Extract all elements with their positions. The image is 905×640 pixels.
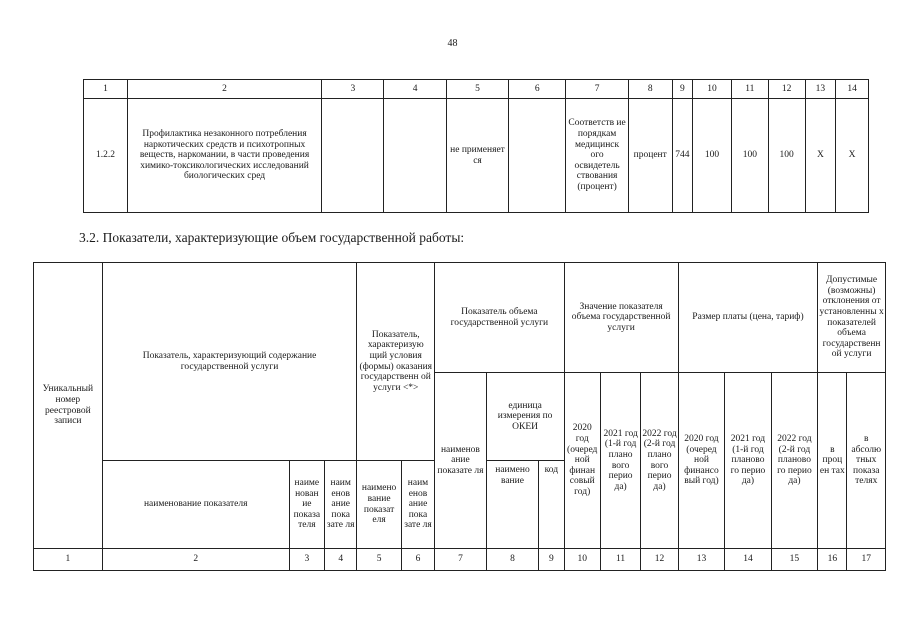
- table1-col-number: 11: [731, 80, 768, 99]
- indicators-quality-table: [83, 79, 869, 213]
- table2-col-number: 16: [818, 549, 847, 571]
- table1-col-number: 7: [566, 80, 628, 99]
- table2-col-number: 17: [847, 549, 886, 571]
- cell: [509, 99, 566, 213]
- value-2022: 100: [768, 99, 805, 213]
- table2-col-number: 5: [357, 549, 401, 571]
- volume-indicator-header: Показатель объема государственной услуги: [435, 263, 564, 373]
- table1-col-number: 8: [628, 80, 672, 99]
- deviation-header: Допустимые (возможны) отклонения от установленны х показателей объема государственн ой услуги: [818, 263, 886, 373]
- table2-col-number: 3: [289, 549, 324, 571]
- condition-name-header: наимено вание показат еля: [357, 461, 401, 549]
- okei-unit-header: единица измерения по ОКЕИ: [486, 373, 564, 461]
- condition-name-header: наим енов ание пока зате ля: [401, 461, 434, 549]
- page-number: 48: [447, 38, 458, 49]
- table2-number-row: [34, 549, 886, 571]
- unit-code: 744: [672, 99, 692, 213]
- table2-col-number: 4: [325, 549, 357, 571]
- value-2020-header: 2020 год (очеред ной финан совый год): [564, 373, 600, 549]
- deviation-percent: X: [805, 99, 836, 213]
- deviation-percent-header: в проц ен тах: [818, 373, 847, 549]
- table1-col-number: 5: [446, 80, 508, 99]
- volume-name-header: наименов ание показате ля: [435, 373, 487, 549]
- value-2022-header: 2022 год (2-й год плано вого перио да): [641, 373, 678, 549]
- table1-col-number: 13: [805, 80, 836, 99]
- fee-2021-header: 2021 год (1-й год планово го перио да): [725, 373, 771, 549]
- unit-name: процент: [628, 99, 672, 213]
- indicator-name: Соответств ие порядкам медицинск ого освидетель ствования (процент): [566, 99, 628, 213]
- okei-name-header: наимено вание: [486, 461, 539, 549]
- table1-col-number: 9: [672, 80, 692, 99]
- condition-indicator-header: Показатель, характеризую щий условия (формы) оказания государственн ой услуги <*>: [357, 263, 435, 461]
- cell: [384, 99, 446, 213]
- indicator-name-header: наиме нован ие показа теля: [289, 461, 324, 549]
- table2-col-number: 13: [678, 549, 724, 571]
- fee-header: Размер платы (цена, тариф): [678, 263, 817, 373]
- table2-col-number: 10: [564, 549, 600, 571]
- table2-col-number: 8: [486, 549, 539, 571]
- value-2020: 100: [693, 99, 732, 213]
- table1-col-number: 14: [836, 80, 869, 99]
- table1-col-number: 12: [768, 80, 805, 99]
- table2-col-number: 15: [771, 549, 817, 571]
- service-content: Профилактика незаконного потребления наркотических средств и психотропных веществ, наркомании, в части проведения химико-токсикологических исследований биологических сред: [127, 99, 321, 213]
- indicator-name-header: наим енов ание пока зате ля: [325, 461, 357, 549]
- deviation-absolute-header: в абсолю тных показа телях: [847, 373, 886, 549]
- row-code: 1.2.2: [84, 99, 128, 213]
- table1-col-number: 2: [127, 80, 321, 99]
- table2-col-number: 12: [641, 549, 678, 571]
- table1-col-number: 4: [384, 80, 446, 99]
- table2-col-number: 11: [600, 549, 640, 571]
- table-row: [84, 99, 869, 213]
- fee-2020-header: 2020 год (очеред ной финансо вый год): [678, 373, 724, 549]
- table1-col-number: 6: [509, 80, 566, 99]
- section-title: 3.2. Показатели, характеризующие объем государственной работы:: [79, 230, 465, 245]
- table1-col-number: 10: [693, 80, 732, 99]
- okei-code-header: код: [539, 461, 564, 549]
- unique-number-header: Уникальный номер реестровой записи: [34, 263, 103, 549]
- value-2021-header: 2021 год (1-й год плано вого перио да): [600, 373, 640, 549]
- content-indicator-header: Показатель, характеризующий содержание государственной услуги: [102, 263, 357, 461]
- deviation-absolute: X: [836, 99, 869, 213]
- value-2021: 100: [731, 99, 768, 213]
- table2-col-number: 7: [435, 549, 487, 571]
- table2-col-number: 9: [539, 549, 564, 571]
- table2-header-row: [34, 263, 886, 373]
- table1-header-row: [84, 80, 869, 99]
- volume-value-header: Значение показателя объема государственной услуги: [564, 263, 678, 373]
- table2-col-number: 6: [401, 549, 434, 571]
- indicator-name-header: наименование показателя: [102, 461, 289, 549]
- table1-col-number: 1: [84, 80, 128, 99]
- service-condition: не применяет ся: [446, 99, 508, 213]
- fee-2022-header: 2022 год (2-й год планово го перио да): [771, 373, 817, 549]
- cell: [322, 99, 384, 213]
- table2-col-number: 2: [102, 549, 289, 571]
- table2-col-number: 14: [725, 549, 771, 571]
- table1-col-number: 3: [322, 80, 384, 99]
- volume-indicators-table: [33, 262, 886, 571]
- table2-col-number: 1: [34, 549, 103, 571]
